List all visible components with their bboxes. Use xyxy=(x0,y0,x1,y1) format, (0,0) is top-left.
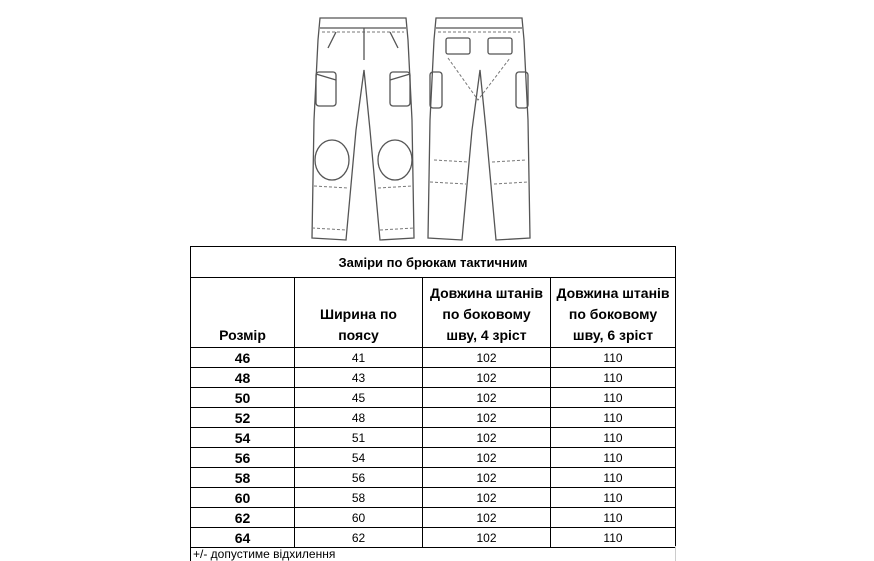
length6-cell: 110 xyxy=(551,508,676,528)
waist-cell: 58 xyxy=(295,488,423,508)
table-row xyxy=(191,488,676,508)
length6-cell: 110 xyxy=(551,388,676,408)
header-len6-line1: Довжина штанів xyxy=(556,285,670,301)
size-cell: 50 xyxy=(191,388,295,408)
table-row xyxy=(191,528,676,548)
header-waist-line1: Ширина по xyxy=(320,306,397,322)
length6-cell: 110 xyxy=(551,368,676,388)
length4-cell: 102 xyxy=(423,488,551,508)
length6-cell: 110 xyxy=(551,348,676,368)
table-title: Заміри по брюкам тактичним xyxy=(191,247,676,278)
table-row xyxy=(191,448,676,468)
size-cell: 62 xyxy=(191,508,295,528)
header-len6-line3: шву, 6 зріст xyxy=(572,327,654,343)
size-cell: 58 xyxy=(191,468,295,488)
size-cell: 46 xyxy=(191,348,295,368)
size-cell: 54 xyxy=(191,428,295,448)
length4-cell: 102 xyxy=(423,448,551,468)
size-cell: 56 xyxy=(191,448,295,468)
size-cell: 60 xyxy=(191,488,295,508)
note-border-right xyxy=(675,546,676,561)
size-chart xyxy=(190,246,675,548)
waist-cell: 62 xyxy=(295,528,423,548)
table-row xyxy=(191,348,676,368)
length4-cell: 102 xyxy=(423,348,551,368)
length6-cell: 110 xyxy=(551,488,676,508)
length6-cell: 110 xyxy=(551,408,676,428)
length4-cell: 102 xyxy=(423,388,551,408)
length4-cell: 102 xyxy=(423,428,551,448)
header-length-height4 xyxy=(423,278,551,348)
header-len4-line2: по боковому xyxy=(442,306,531,322)
size-cell: 52 xyxy=(191,408,295,428)
waist-cell: 41 xyxy=(295,348,423,368)
header-waist xyxy=(295,278,423,348)
header-len4-line1: Довжина штанів xyxy=(429,285,544,301)
length6-cell: 110 xyxy=(551,428,676,448)
table-row xyxy=(191,388,676,408)
header-len6-line2: по боковому xyxy=(568,306,658,322)
table-row xyxy=(191,468,676,488)
size-table xyxy=(190,246,676,548)
length4-cell: 102 xyxy=(423,508,551,528)
tactical-pants-illustration xyxy=(298,10,544,246)
length4-cell: 102 xyxy=(423,528,551,548)
header-size: Розмір xyxy=(191,278,295,348)
size-cell: 48 xyxy=(191,368,295,388)
waist-cell: 48 xyxy=(295,408,423,428)
header-waist-line2: поясу xyxy=(338,327,379,343)
table-row xyxy=(191,428,676,448)
length6-cell: 110 xyxy=(551,448,676,468)
waist-cell: 54 xyxy=(295,448,423,468)
header-len4-line3: шву, 4 зріст xyxy=(446,327,527,343)
waist-cell: 45 xyxy=(295,388,423,408)
table-row xyxy=(191,368,676,388)
waist-cell: 60 xyxy=(295,508,423,528)
size-cell: 64 xyxy=(191,528,295,548)
waist-cell: 51 xyxy=(295,428,423,448)
table-row xyxy=(191,408,676,428)
waist-cell: 56 xyxy=(295,468,423,488)
length6-cell: 110 xyxy=(551,468,676,488)
length4-cell: 102 xyxy=(423,468,551,488)
length4-cell: 102 xyxy=(423,368,551,388)
tolerance-note: +/- допустиме відхилення xyxy=(193,547,336,561)
waist-cell: 43 xyxy=(295,368,423,388)
length6-cell: 110 xyxy=(551,528,676,548)
tactical-pants-front-back-icon xyxy=(298,10,544,246)
header-length-height6 xyxy=(551,278,676,348)
note-border xyxy=(190,546,191,561)
table-row xyxy=(191,508,676,528)
length4-cell: 102 xyxy=(423,408,551,428)
